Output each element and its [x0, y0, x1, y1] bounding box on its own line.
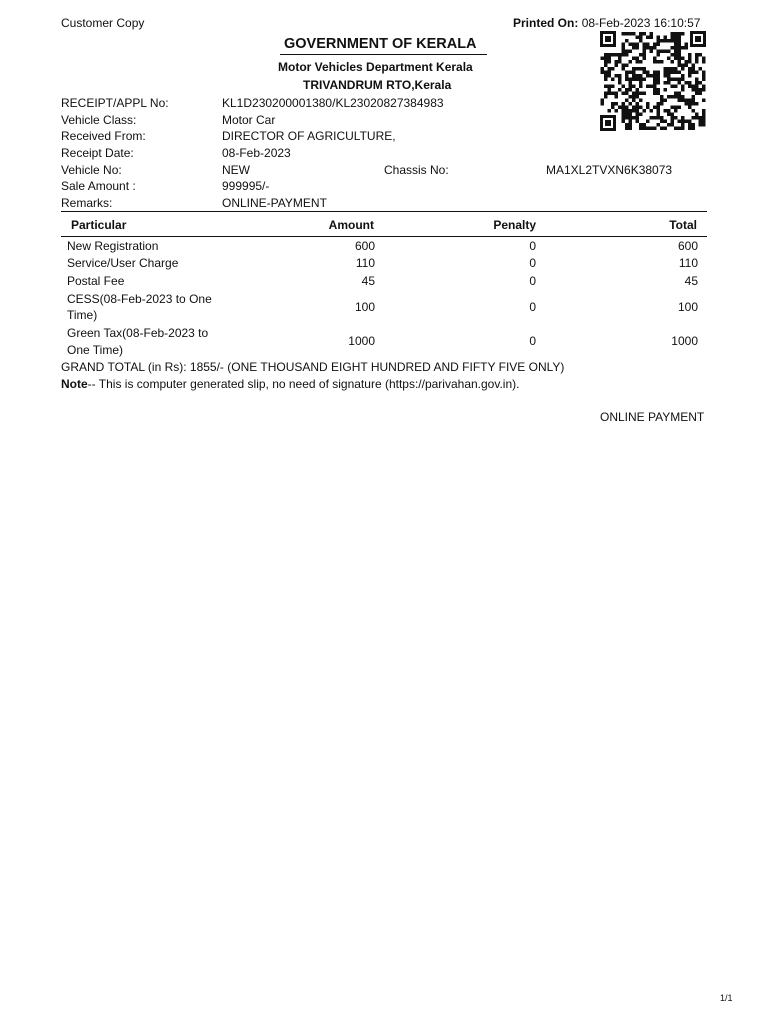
table-row-particular: Postal Fee	[67, 274, 125, 288]
table-header-rule	[61, 236, 707, 237]
table-row-particular: CESS(08-Feb-2023 to One	[67, 292, 212, 306]
printed-on-line	[513, 16, 700, 30]
received-from-label: Received From:	[61, 129, 146, 143]
table-row-penalty: 0	[529, 256, 536, 270]
vehicle-no-value: NEW	[222, 163, 250, 177]
receipt-date-value: 08-Feb-2023	[222, 146, 291, 160]
chassis-no-value: MA1XL2TVXN6K38073	[546, 163, 673, 177]
table-row-particular-cont: One Time)	[67, 343, 124, 357]
printed-on-value: 08-Feb-2023 16:10:57	[581, 16, 701, 30]
department-name: Motor Vehicles Department Kerala	[278, 60, 473, 74]
header-amount: Amount	[328, 218, 374, 232]
table-top-rule	[61, 211, 707, 212]
table-row-particular: New Registration	[67, 239, 159, 253]
vehicle-class-label: Vehicle Class:	[61, 113, 137, 127]
chassis-no-label: Chassis No:	[384, 163, 449, 177]
title-underline	[280, 54, 487, 55]
receipt-value: KL1D230200001380/KL23020827384983	[222, 96, 444, 110]
table-row-total: 100	[677, 300, 698, 314]
payment-mode: ONLINE PAYMENT	[600, 410, 705, 424]
table-row-penalty: 0	[529, 300, 536, 314]
vehicle-class-value: Motor Car	[222, 113, 276, 127]
table-row-total: 600	[677, 239, 698, 253]
table-row-particular: Service/User Charge	[67, 256, 179, 270]
sale-amount-label: Sale Amount :	[61, 179, 136, 193]
table-row-total: 1000	[671, 334, 698, 348]
printed-on-label: Printed On:	[513, 16, 579, 30]
table-row-amount: 45	[361, 274, 375, 288]
receipt-label: RECEIPT/APPL No:	[61, 96, 169, 110]
table-row-amount: 100	[354, 300, 375, 314]
office-name: TRIVANDRUM RTO,Kerala	[303, 78, 452, 92]
table-row-penalty: 0	[529, 239, 536, 253]
table-row-amount: 110	[355, 256, 375, 270]
customer-copy-label: Customer Copy	[61, 16, 145, 30]
table-row-particular: Green Tax(08-Feb-2023 to	[67, 326, 209, 340]
page-title: GOVERNMENT OF KERALA	[284, 36, 477, 52]
header-penalty: Penalty	[493, 218, 536, 232]
table-row-amount: 1000	[348, 334, 375, 348]
table-row-penalty: 0	[529, 334, 536, 348]
note-label: Note	[61, 377, 88, 391]
sale-amount-value: 999995/-	[222, 179, 270, 193]
note-line	[61, 377, 519, 391]
remarks-label: Remarks:	[61, 196, 113, 210]
grand-total: GRAND TOTAL (in Rs): 1855/- (ONE THOUSAND EIGHT HUNDRED AND FIFTY FIVE ONLY)	[61, 360, 565, 374]
table-row-penalty: 0	[529, 274, 536, 288]
page-number: 1/1	[720, 993, 733, 1003]
header-particular: Particular	[71, 218, 127, 232]
qr-code	[600, 31, 706, 131]
remarks-value: ONLINE-PAYMENT	[222, 196, 327, 210]
vehicle-no-label: Vehicle No:	[61, 163, 122, 177]
header-total: Total	[669, 218, 697, 232]
note-text: -- This is computer generated slip, no need of signature (https://parivahan.gov.in).	[87, 377, 520, 391]
table-row-total: 45	[684, 274, 698, 288]
receipt-date-label: Receipt Date:	[61, 146, 134, 160]
received-from-value: DIRECTOR OF AGRICULTURE,	[222, 129, 396, 143]
table-row-particular-cont: Time)	[67, 308, 98, 322]
table-row-total: 110	[678, 256, 698, 270]
table-row-amount: 600	[354, 239, 375, 253]
